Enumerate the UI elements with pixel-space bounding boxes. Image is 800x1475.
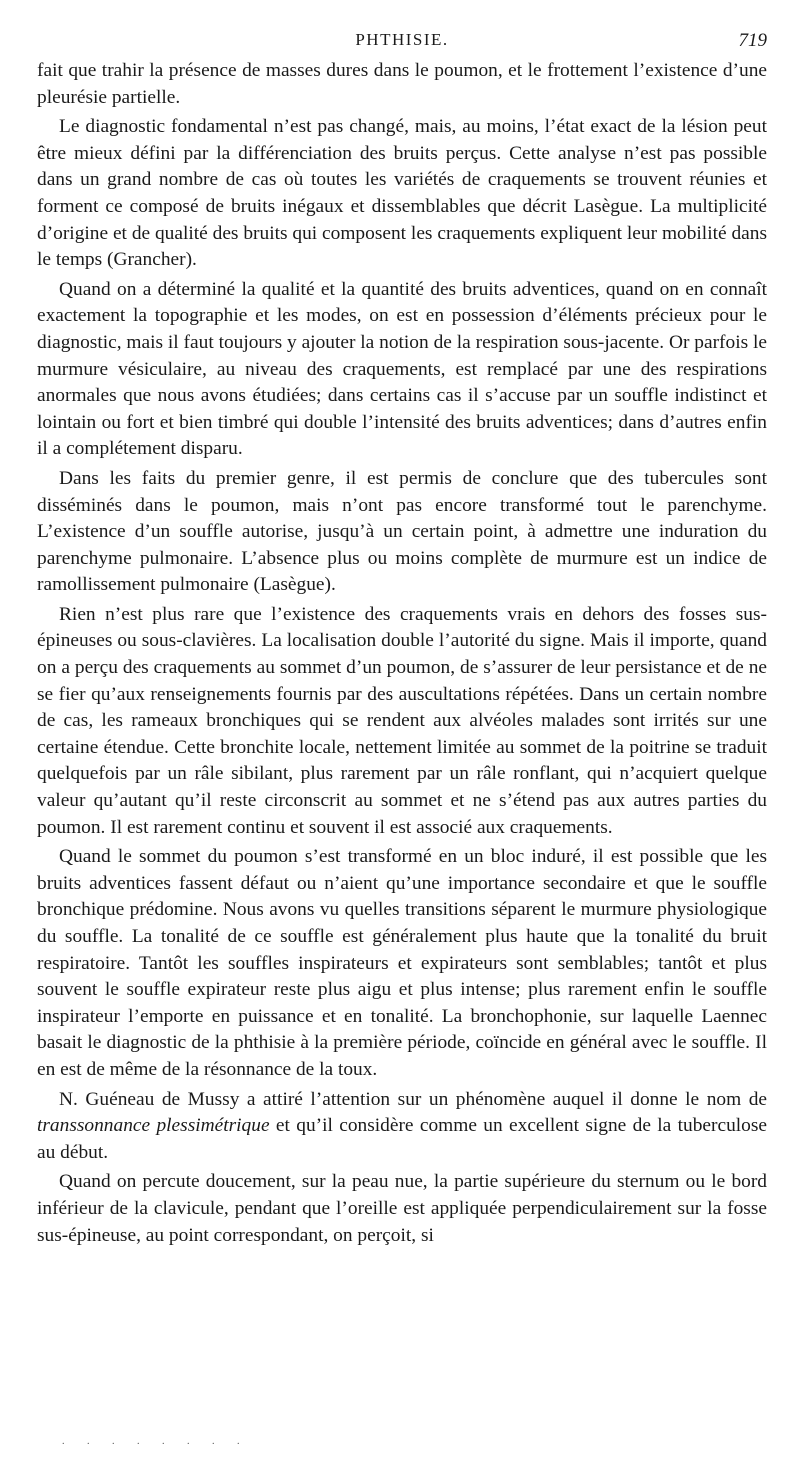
paragraph-7-end: et qu’il considère comme un excellent signe de la tuberculose au début. [37, 1115, 767, 1163]
paragraph-1: fait que trahir la présence de masses dures dans le poumon, et le frottement l’existence d’une pleurésie partielle. [37, 60, 767, 108]
paragraph-7-start: N. Guéneau de Mussy a attiré l’attention sur un phénomène auquel il donne le nom de [59, 1088, 767, 1110]
italic-term: transsonnance plessimétrique [37, 1115, 270, 1137]
running-head [37, 26, 767, 58]
paragraph-6: Quand le sommet du poumon s’est transformé en un bloc induré, il est possible que les bruits adventices fassent défaut ou n’aient qu’une importance secondaire et que le souffle bronchique prédomine. Nous avons vu quelles transitions séparent le murmure physiologique du souffle. La tonalité de ce souffle est généralement plus haute que la tonalité du bruit respiratoire. Tantôt les souffles inspirateurs et expirateurs sont semblables; tantôt et plus souvent le souffle expirateur reste plus aigu et plus intense; plus rarement enfin le souffle inspirateur l’emporte en puissance et en tonalité. La bronchophonie, sur laquelle Laennec basait le diagnostic de la phthisie à la première période, coïncide en général avec le souffle. Il en est de même de la résonnance de la toux. [37, 846, 767, 1080]
paragraph-5: Rien n’est plus rare que l’existence des craquements vrais en dehors des fosses sus-épineuses ou sous-clavières. La localisation double l’autorité du signe. Mais il importe, quand on a perçu des craquements au sommet d’un poumon, de s’assurer de leur persistance et de ne se fier qu’aux renseignements fournis par des auscultations répétées. Dans un certain nombre de cas, les rameaux bronchiques qui se rendent aux alvéoles malades sont irrités sur une certaine étendue. Cette bronchite locale, nettement limitée au sommet de la poitrine se traduit quelquefois par un râle sibilant, plus rarement par un râle ronflant, qui n’acquiert quelque valeur qu’autant qu’il reste circonscrit au sommet et ne s’étend pas aux autres parties du poumon. Il est rarement continu et souvent il est associé aux craquements. [37, 603, 767, 838]
paragraph-2: Le diagnostic fondamental n’est pas changé, mais, au moins, l’état exact de la lésion peut être mieux défini par la différenciation des bruits perçus. Cette analyse n’est pas possible dans un grand nombre de cas où toutes les variétés de craquements se trouvent réunies et forment ce composé de bruits inégaux et dissemblables que décrit Lasègue. La multiplicité d’origine et de qualité des bruits qui composent les craquements expliquent leur mobilité dans le temps (Grancher). [37, 116, 767, 271]
page-number: 719 [738, 30, 767, 51]
running-title: PHTHISIE. [355, 30, 449, 49]
paragraph-4: Dans les faits du premier genre, il est permis de conclure que des tubercules sont disséminés dans le poumon, mais n’ont pas encore transformé tout le parenchyme. L’existence d’un souffle autorise, jusqu’à un certain point, à admettre une induration du parenchyme pulmonaire. L’absence plus ou moins complète de murmure est un indice de ramollissement pulmonaire (Lasègue). [37, 467, 767, 596]
book-page [37, 26, 767, 1252]
paragraph-7 [37, 1087, 767, 1167]
bottom-marks: . . . . . . . . [62, 1436, 250, 1447]
paragraph-3: Quand on a déterminé la qualité et la quantité des bruits adventices, quand on en connaît exactement la topographie et les modes, on est en possession d’éléments précieux pour le diagnostic, mais il faut toujours y ajouter la notion de la respiration sous-jacente. Or parfois le murmure vésiculaire, au niveau des craquements, est remplacé par une des respirations anormales que nous avons étudiées; dans certains cas il s’accuse par un souffle indistinct et lointain ou fort et bien timbré qui double l’intensité des bruits adventices; dans d’autres enfin il a complétement disparu. [37, 278, 767, 460]
body-text [37, 58, 767, 1249]
paragraph-8: Quand on percute doucement, sur la peau nue, la partie supérieure du sternum ou le bord inférieur de la clavicule, pendant que l’oreille est appliquée perpendiculairement sur la fosse sus-épineuse, au point correspondant, on perçoit, si [37, 1171, 767, 1246]
